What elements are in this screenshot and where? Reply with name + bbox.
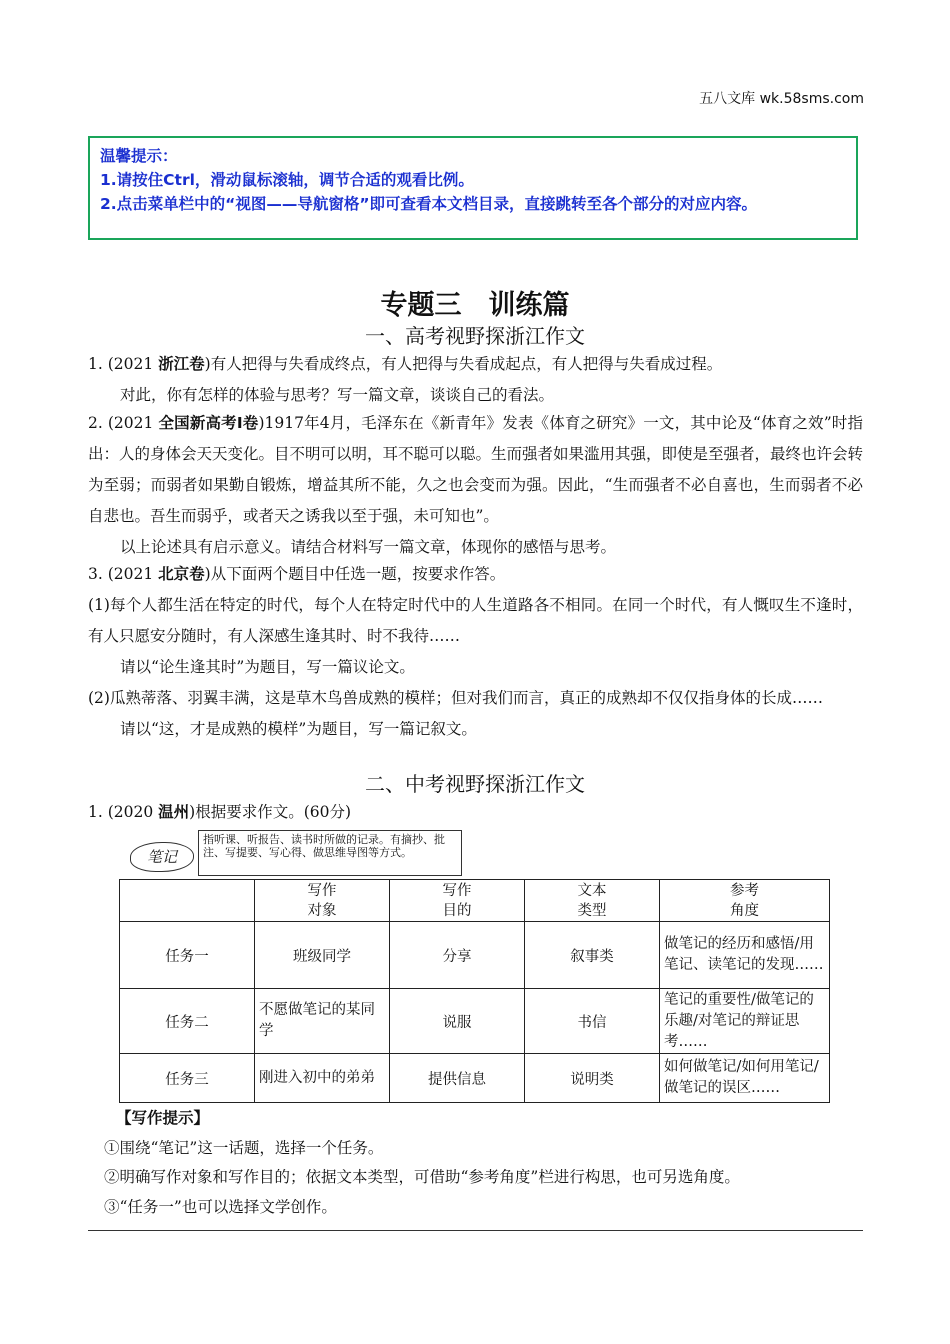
section-heading-2: 二、中考视野探浙江作文	[365, 772, 585, 796]
note-definition	[130, 830, 465, 878]
footer-divider	[88, 1230, 863, 1231]
table-cell: 书信	[525, 989, 660, 1054]
table-cell: 叙事类	[525, 922, 660, 989]
writing-tips	[104, 1104, 740, 1222]
tip-line-1: 1.请按住Ctrl，滑动鼠标滚轴，调节合适的观看比例。	[100, 171, 474, 189]
question-4	[88, 797, 863, 828]
tips-item: ①围绕“笔记”这一话题，选择一个任务。	[104, 1138, 384, 1157]
table-row	[120, 922, 830, 989]
table-header-cell: 写作 目的	[390, 880, 525, 922]
table-cell: 说服	[390, 989, 525, 1054]
site-header: 五八文库 wk.58sms.com	[699, 91, 864, 107]
q3-option-1-prompt: 请以“论生逢其时”为题目，写一篇议论文。	[120, 658, 415, 676]
table-header-cell: 参考 角度	[660, 880, 830, 922]
q1-prefix: 1. (2021	[88, 355, 159, 373]
table-cell: 任务三	[120, 1054, 255, 1103]
q2-prompt: 以上论述具有启示意义。请结合材料写一篇文章，体现你的感悟与思考。	[120, 538, 617, 556]
table-header-cell	[120, 880, 255, 922]
page-title: 专题三 训练篇	[380, 290, 570, 321]
q3-source: 北京卷	[158, 565, 205, 583]
table-cell: 说明类	[525, 1054, 660, 1103]
q3-option-1: (1)每个人都生活在特定的时代，每个人在特定时代中的人生道路各不相同。在同一个时代，有人慨叹生不逢时，有人只愿安分随时，有人深感生逢其时、时不我待……	[88, 596, 863, 645]
table-cell: 刚进入初中的弟弟	[255, 1054, 390, 1103]
q1-source: 浙江卷	[158, 355, 205, 373]
table-cell: 班级同学	[255, 922, 390, 989]
question-1	[88, 349, 863, 411]
table-cell: 分享	[390, 922, 525, 989]
note-definition-text: 指听课、听报告、读书时所做的记录。有摘抄、批注、写提要、写心得、做思维导图等方式。	[198, 830, 462, 876]
table-header-row	[120, 880, 830, 922]
task-table	[119, 879, 830, 1103]
q3-text: )从下面两个题目中任选一题，按要求作答。	[204, 565, 506, 583]
q2-source: 全国新高考Ⅰ卷	[158, 414, 259, 432]
question-3	[88, 559, 863, 745]
tip-line-2: 2.点击菜单栏中的“视图——导航窗格”即可查看本文档目录，直接跳转至各个部分的对应内容。	[100, 195, 758, 213]
q3-option-2: (2)瓜熟蒂落、羽翼丰满，这是草木鸟兽成熟的模样；但对我们而言，真正的成熟却不仅仅指身体的长成……	[88, 689, 823, 707]
q4-text: )根据要求作文。(60分)	[189, 803, 352, 821]
tips-item: ③“任务一”也可以选择文学创作。	[104, 1197, 337, 1216]
q2-prefix: 2. (2021	[88, 414, 159, 432]
table-cell: 任务二	[120, 989, 255, 1054]
table-cell: 提供信息	[390, 1054, 525, 1103]
q1-text: )有人把得与失看成终点，有人把得与失看成起点，有人把得与失看成过程。	[204, 355, 723, 373]
table-row	[120, 989, 830, 1054]
table-cell: 做笔记的经历和感悟/用笔记、读笔记的发现……	[660, 922, 830, 989]
tips-title: 【写作提示】	[116, 1109, 210, 1127]
q3-prefix: 3. (2021	[88, 565, 159, 583]
note-label: 笔记	[130, 842, 194, 872]
table-cell: 如何做笔记/如何用笔记/做笔记的误区……	[660, 1054, 830, 1103]
tip-title: 温馨提示：	[100, 147, 178, 165]
table-cell: 不愿做笔记的某同学	[255, 989, 390, 1054]
q4-prefix: 1. (2020	[88, 803, 159, 821]
tip-box	[88, 136, 858, 240]
q3-option-2-prompt: 请以“这，才是成熟的模样”为题目，写一篇记叙文。	[120, 720, 477, 738]
section-heading-1: 一、高考视野探浙江作文	[365, 324, 585, 348]
q1-prompt: 对此，你有怎样的体验与思考？写一篇文章，谈谈自己的看法。	[120, 386, 555, 404]
table-cell: 任务一	[120, 922, 255, 989]
q2-text: )1917年4月，毛泽东在《新青年》发表《体育之研究》一文，其中论及“体育之效”时指出：人的身体会天天变化。目不明可以明，耳不聪可以聪。生而强者如果滥用其强，即使是至强者，最终也许会转为至弱；而弱者如果勤自锻炼，增益其所不能，久之也会变而为强。因此，“生而强者不必自喜也，生而弱者不必自悲也。吾生而弱乎，或者天之诱我以至于强，未可知也”。	[88, 414, 864, 525]
question-2	[88, 408, 863, 563]
tips-item: ②明确写作对象和写作目的；依据文本类型，可借助“参考角度”栏进行构思，也可另选角度。	[104, 1168, 740, 1186]
q4-source: 温州	[158, 803, 190, 821]
table-header-cell: 文本 类型	[525, 880, 660, 922]
table-header-cell: 写作 对象	[255, 880, 390, 922]
table-cell: 笔记的重要性/做笔记的乐趣/对笔记的辩证思考……	[660, 989, 830, 1054]
table-row	[120, 1054, 830, 1103]
